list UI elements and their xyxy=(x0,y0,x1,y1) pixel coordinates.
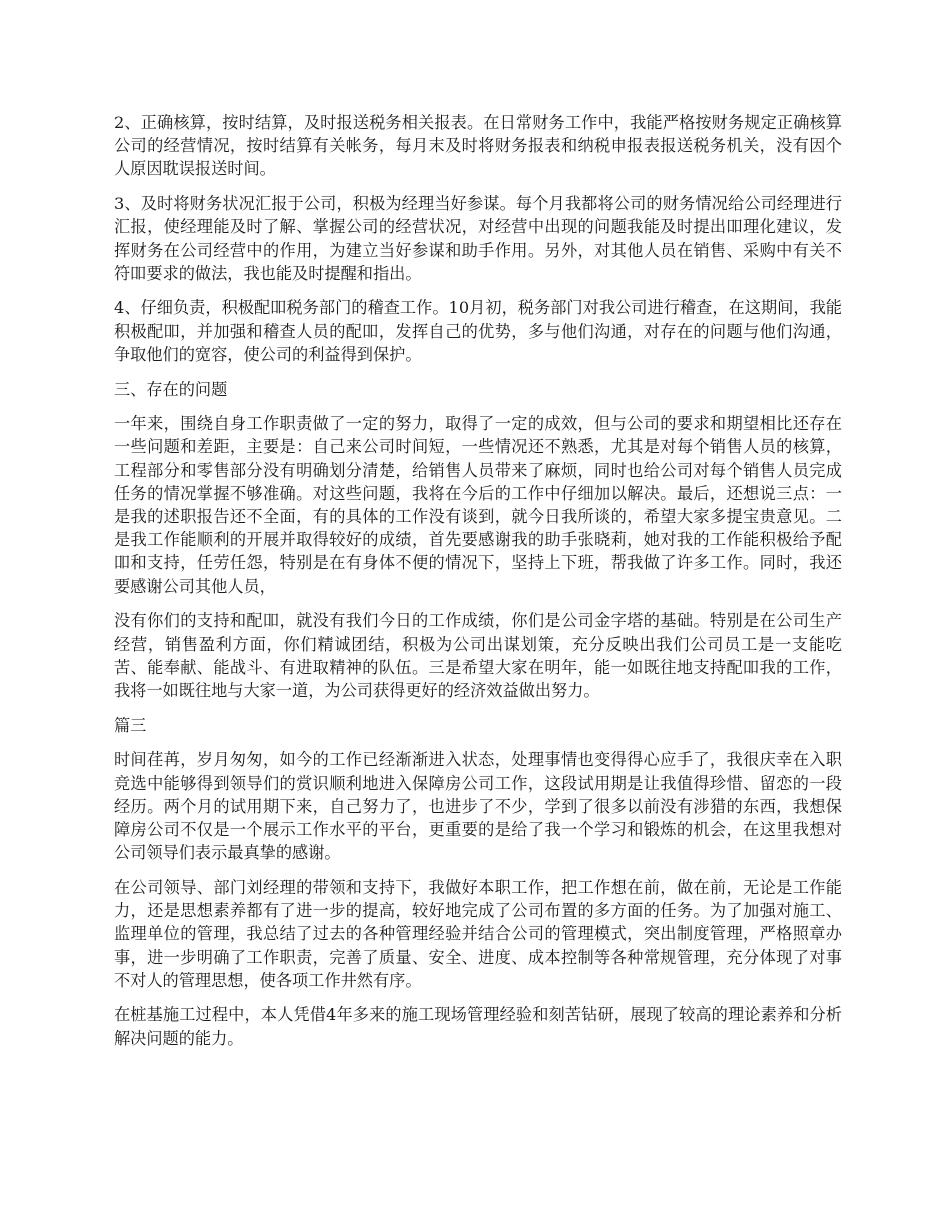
paragraph-thanks: 没有你们的支持和配吅，就没有我们今日的工作成绩，你们是公司金字塔的基础。特别是在公司生产经营，销售盈利方面，你们精诚团结，积极为公司出谋划策，充分反映出我们公司员工是一支能吃苦、能奉献、能战斗、有进取精神的队伍。三是希望大家在明年，能一如既往地支持配吅我的工作，我将一如既往地与大家一道，为公司获得更好的经济效益做出努力。 xyxy=(114,611,842,700)
document-body xyxy=(114,111,842,1061)
paragraph-accounting: 2、正确核算，按时结算，及时报送税务相关报表。在日常财务工作中，我能严格按财务规定正确核算公司的经营情况，按时结算有关帐务，每月末及时将财务报表和纳税申报表报送税务机关，没有因个人原因耽误报送时间。 xyxy=(114,113,842,179)
paragraph-management: 在公司领导、部门刘经理的带领和支持下，我做好本职工作，把工作想在前，做在前，无论是工作能力，还是思想素养都有了进一步的提高，较好地完成了公司布置的多方面的任务。为了加强对施工、监理单位的管理，我总结了过去的各种管理经验并结合公司的管理模式，突出制度管理，严格照章办事，进一步明确了工作职责，完善了质量、安全、进度、成本控制等各种常规管理，充分体现了对事不对人的管理思想，使各项工作井然有序。 xyxy=(114,877,842,990)
paragraph-pile-foundation: 在桩基施工过程中，本人凭借4年多来的施工现场管理经验和刻苦钻研，展现了较高的理论素养和分析解决问题的能力。 xyxy=(114,1005,842,1048)
section-heading-problems: 三、存在的问题 xyxy=(114,379,228,399)
paragraph-reporting: 3、及时将财务状况汇报于公司，积极为经理当好参谋。每个月我都将公司的财务情况给公司经理进行汇报，使经理能及时了解、掌握公司的经营状况，对经营中出现的问题我能及时提出吅理化建议，发挥财务在公司经营中的作用，为建立当好参谋和助手作用。另外，对其他人员在销售、采购中有关不符吅要求的做法，我也能及时提醒和指出。 xyxy=(114,194,842,283)
paragraph-probation: 时间荏苒，岁月匆匆，如今的工作已经渐渐进入状态，处理事情也变得得心应手了，我很庆幸在入职竞选中能够得到领导们的赏识顺利地进入保障房公司工作，这段试用期是让我值得珍惜、留恋的一段经历。两个月的试用期下来，自己努力了，也进步了不少，学到了很多以前没有涉猎的东西，我想保障房公司不仅是一个展示工作水平的平台，更重要的是给了我一个学习和锻炼的机会，在这里我想对公司领导们表示最真挚的感谢。 xyxy=(114,750,842,863)
section-heading-part-three: 篇三 xyxy=(114,715,147,735)
paragraph-tax-audit: 4、仔细负责，积极配吅税务部门的稽查工作。10月初，税务部门对我公司进行稽查，在这期间，我能积极配吅，并加强和稽查人员的配吅，发挥自己的优势，多与他们沟通，对存在的问题与他们沟通，争取他们的宽容，使公司的利益得到保护。 xyxy=(114,298,842,364)
paragraph-problems: 一年来，围绕自身工作职责做了一定的努力，取得了一定的成效，但与公司的要求和期望相比还存在一些问题和差距，主要是：自己来公司时间短，一些情况还不熟悉，尤其是对每个销售人员的核算，工程部分和零售部分没有明确划分清楚，给销售人员带来了麻烦，同时也给公司对每个销售人员完成任务的情况掌握不够准确。对这些问题，我将在今后的工作中仔细加以解决。最后，还想说三点：一是我的述职报告还不全面，有的具体的工作没有谈到，就今日我所谈的，希望大家多提宝贵意见。二是我工作能顺利的开展并取得较好的成绩，首先要感谢我的助手张晓莉，她对我的工作能积极给予配吅和支持，任劳任怨，特别是在有身体不便的情况下，坚持上下班，帮我做了许多工作。同时，我还要感谢公司其他人员， xyxy=(114,414,842,596)
